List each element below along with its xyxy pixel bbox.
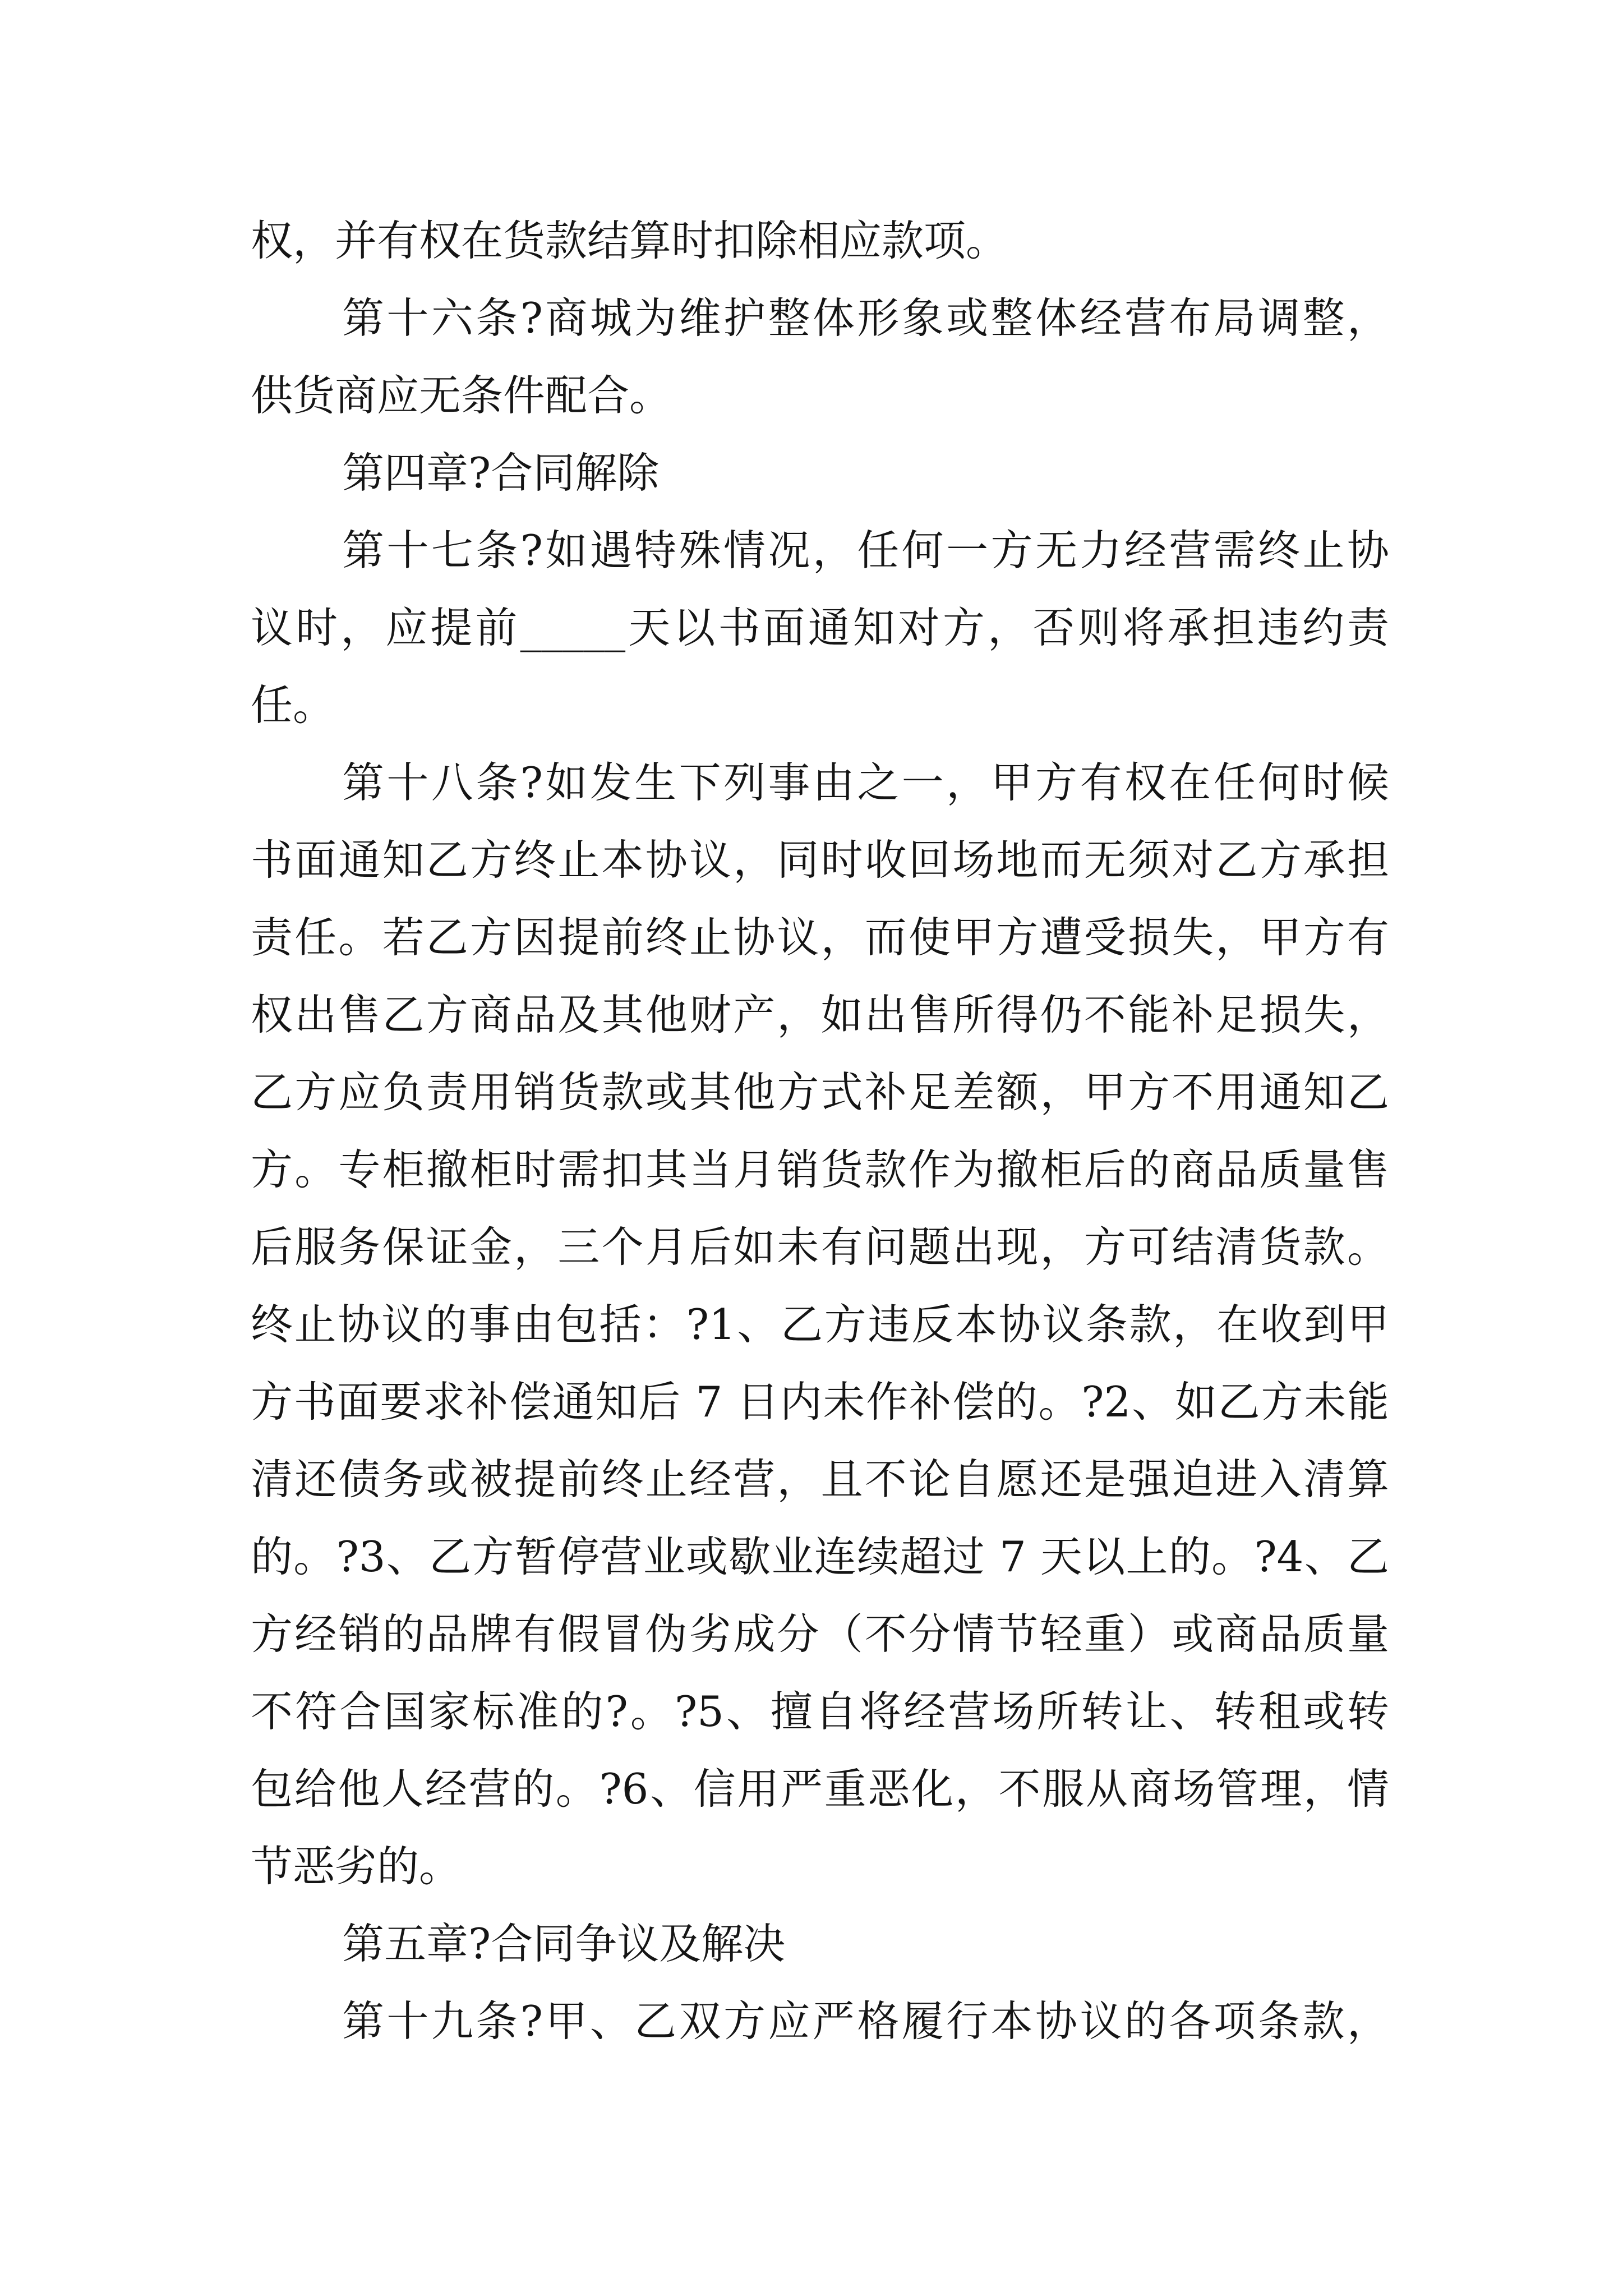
text-line: 权，并有权在货款结算时扣除相应款项。: [251, 216, 1008, 265]
text-line: 节恶劣的。: [251, 1842, 462, 1891]
text-line: 第十八条?如发生下列事由之一，甲方有权在任何时候: [342, 758, 1389, 807]
text-line: 包给他人经营的。?6、信用严重恶化，不服从商场管理，情: [251, 1764, 1389, 1814]
text-line: 方书面要求补偿通知后 7 日内未作补偿的。?2、如乙方未能: [251, 1377, 1389, 1427]
article-16-paragraph: [251, 279, 1389, 434]
text-line: 方。专柜撤柜时需扣其当月销货款作为撤柜后的商品质量售: [251, 1145, 1389, 1194]
text-line: 后服务保证金，三个月后如未有问题出现，方可结清货款。: [251, 1222, 1389, 1272]
article-19-paragraph: [251, 1982, 1389, 2060]
text-line: 第十九条?甲、乙双方应严格履行本协议的各项条款，: [342, 1996, 1389, 2046]
text-line: 第四章?合同解除: [342, 448, 660, 498]
text-line: 方经销的品牌有假冒伪劣成分（不分情节轻重）或商品质量: [251, 1609, 1389, 1659]
text-line: 的。?3、乙方暂停营业或歇业连续超过 7 天以上的。?4、乙: [251, 1532, 1389, 1581]
article-18-paragraph: [251, 744, 1389, 1905]
chapter-4-heading: [251, 434, 1389, 512]
text-line: 清还债务或被提前终止经营，且不论自愿还是强迫进入清算: [251, 1455, 1389, 1504]
text-line: 书面通知乙方终止本协议，同时收回场地而无须对乙方承担: [251, 835, 1389, 885]
text-line: 不符合国家标准的?。?5、擅自将经营场所转让、转租或转: [251, 1687, 1389, 1736]
text-line: 供货商应无条件配合。: [251, 371, 672, 420]
chapter-5-heading: [251, 1905, 1389, 1982]
text-line: 责任。若乙方因提前终止协议，而使甲方遭受损失，甲方有: [251, 913, 1389, 962]
text-line: 第五章?合同争议及解决: [342, 1919, 786, 1968]
text-line: 权出售乙方商品及其他财产，如出售所得仍不能补足损失，: [251, 990, 1389, 1039]
document-page: [251, 202, 1389, 2060]
text-line: 乙方应负责用销货款或其他方式补足差额，甲方不用通知乙: [251, 1068, 1389, 1117]
paragraph-continuation: [251, 202, 1389, 279]
text-line: 任。: [251, 680, 335, 730]
text-line: 终止协议的事由包括：?1、乙方违反本协议条款，在收到甲: [251, 1300, 1389, 1349]
text-line: 议时，应提前_____天以书面通知对方，否则将承担违约责: [251, 603, 1389, 652]
article-17-paragraph: [251, 512, 1389, 744]
text-line: 第十七条?如遇特殊情况，任何一方无力经营需终止协: [342, 526, 1389, 575]
text-line: 第十六条?商城为维护整体形象或整体经营布局调整，: [342, 293, 1389, 343]
